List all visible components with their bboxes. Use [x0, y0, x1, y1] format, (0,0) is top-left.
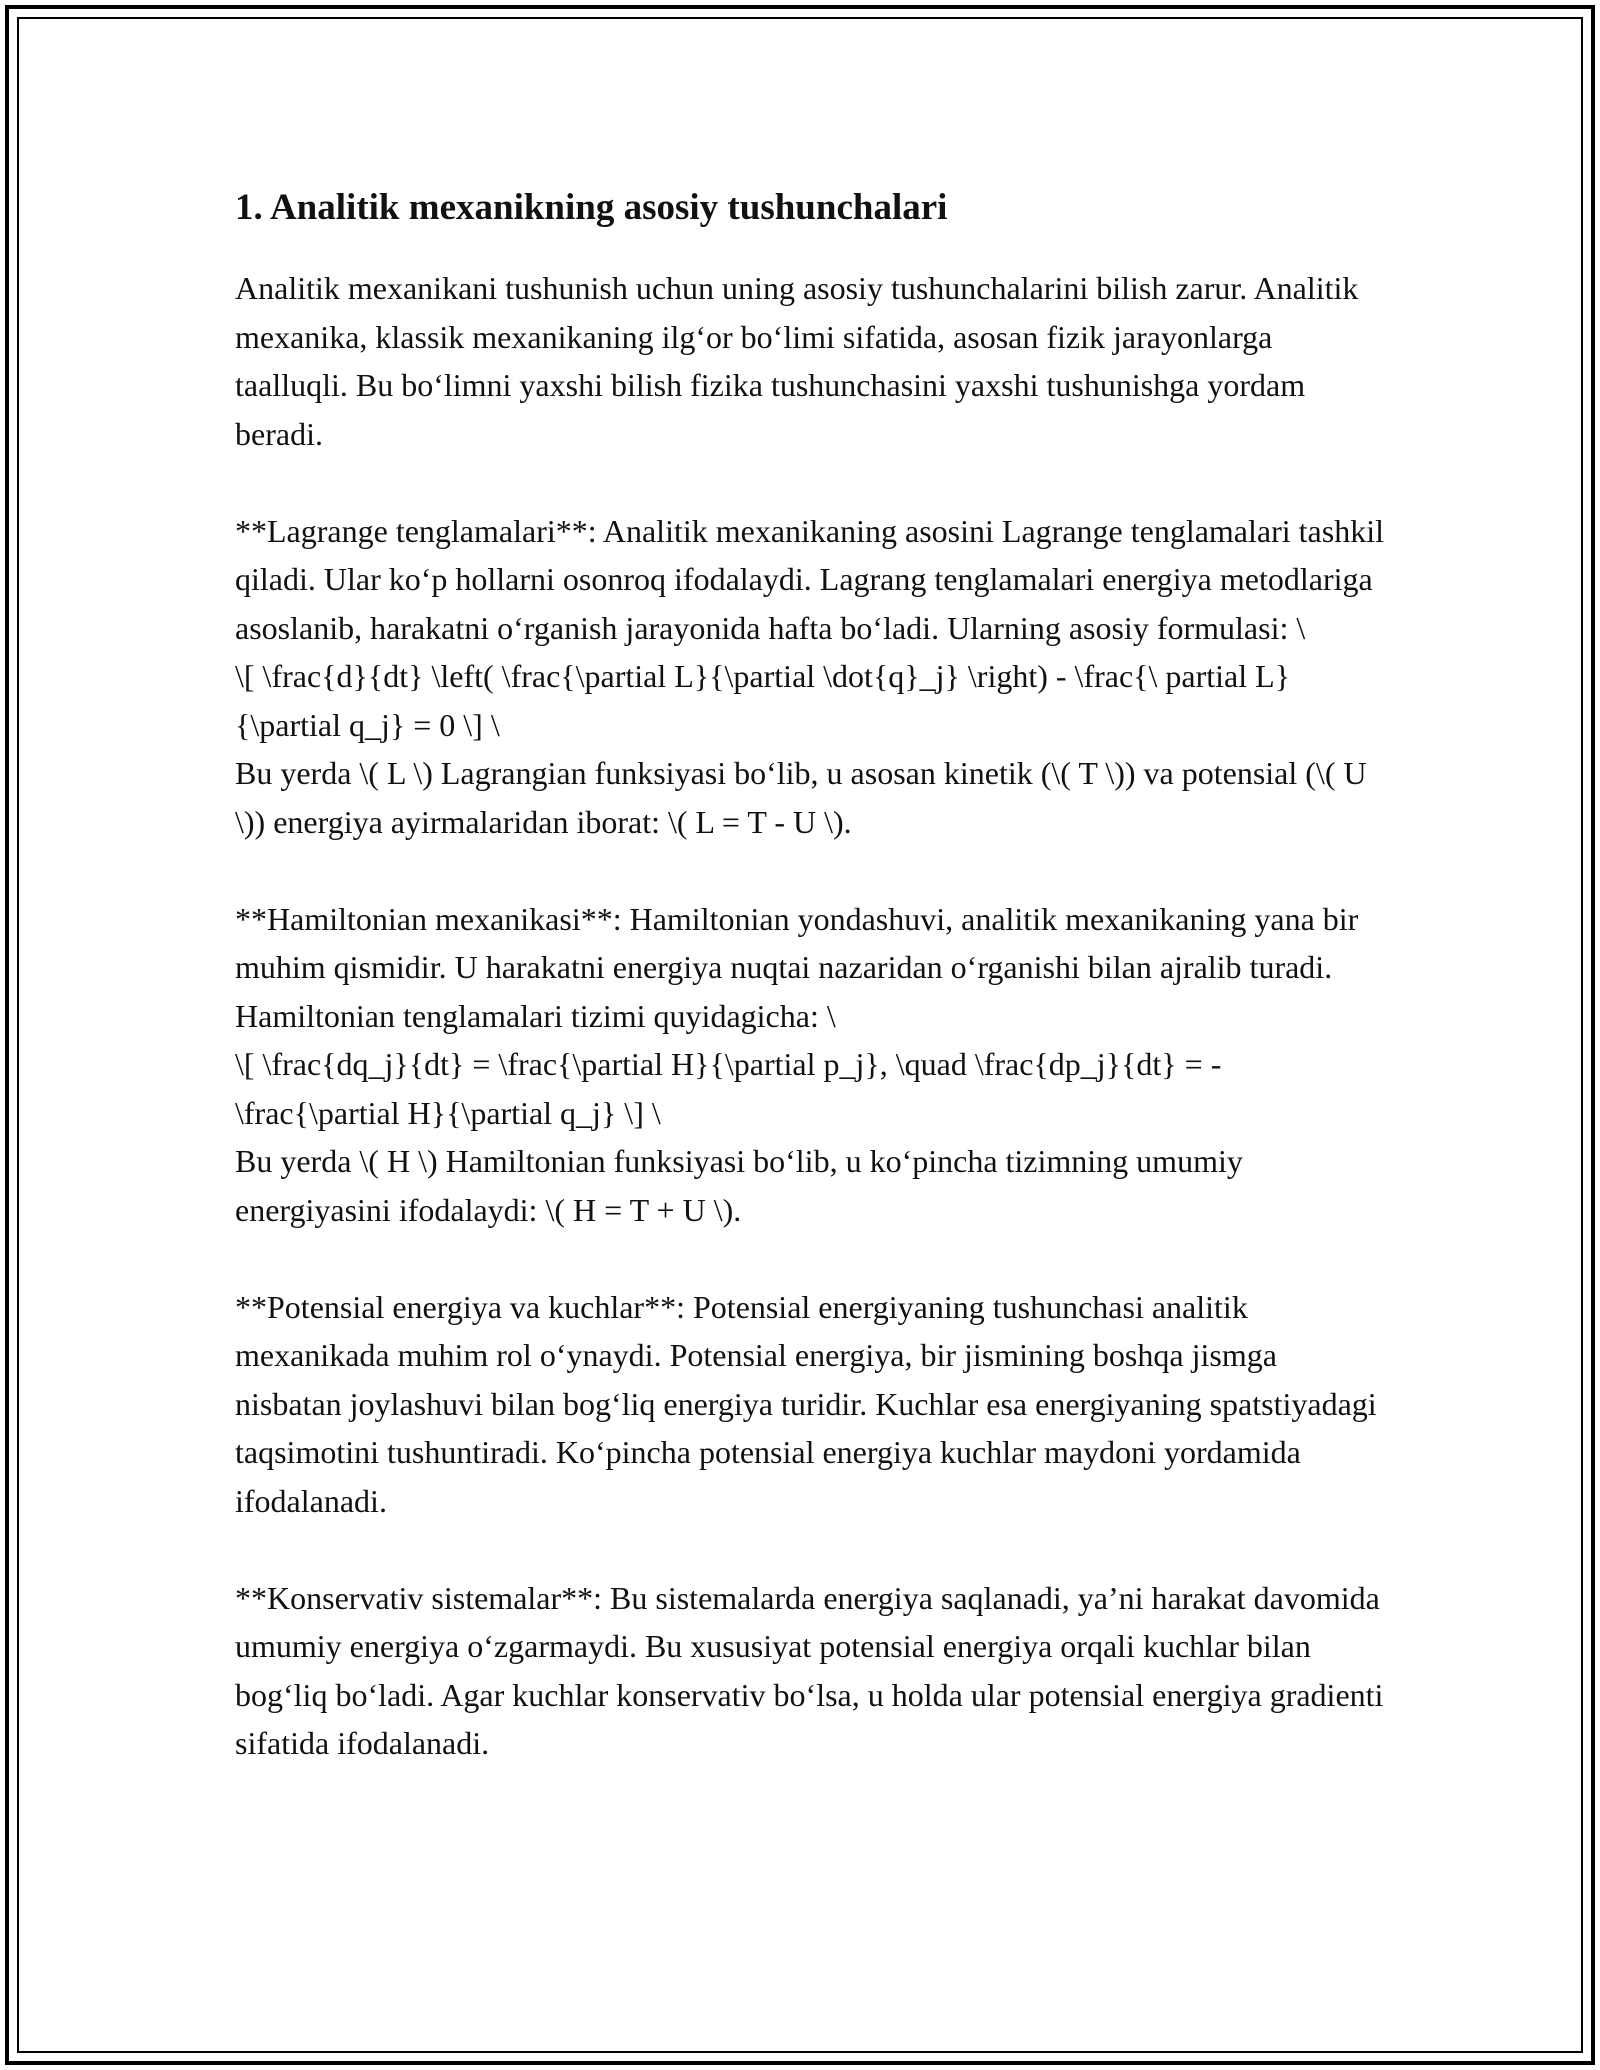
paragraph-potential-energy: **Potensial energiya va kuchlar**: Potensial energiyaning tushunchasi analitik mexanikada muhim rol o‘ynaydi. Potensial energiya, bir jismining boshqa jismga nisbatan joylashuvi bilan bog‘liq energiya turidir. Kuchlar esa energiyaning spatstiyadagi taqsimotini tushuntiradi. Ko‘pincha potensial energiya kuchlar maydoni yordamida ifodalanadi.	[235, 1288, 1377, 1519]
paragraph-intro: Analitik mexanikani tushunish uchun uning asosiy tushunchalarini bilish zarur. Analitik mexanika, klassik mexanikaning ilg‘or bo‘limi sifatida, asosan fizik jarayonlarga taalluqli. Bu bo‘limni yaxshi bilish fizika tushunchasini yaxshi tushunishga yordam beradi.	[235, 270, 1359, 452]
paragraph-gap	[235, 1234, 1385, 1283]
paragraph-gap	[235, 846, 1385, 895]
document-body	[235, 186, 1385, 1768]
section-heading: 1. Analitik mexanikning asosiy tushunchalari	[235, 187, 948, 228]
paragraph-gap	[235, 458, 1385, 507]
paragraph-gap	[235, 1525, 1385, 1574]
paragraph-lagrange: **Lagrange tenglamalari**: Analitik mexanikaning asosini Lagrange tenglamalari tashkil qiladi. Ular ko‘p hollarni osonroq ifodalaydi. Lagrang tenglamalari energiya metodlariga asoslanib, harakatni o‘rganish jarayonida hafta bo‘ladi. Ularning asosiy formulasi: \ \[ \frac{d}{dt} \left( \frac{\partial L}{\partial \dot{q}_j} \right) - \frac{\ partial L}{\partial q_j} = 0 \] \ Bu yerda \( L \) Lagrangian funksiyasi bo‘lib, u asosan kinetik (\( T \)) va potensial (\( U \)) energiya ayirmalaridan iborat: \( L = T - U \).	[235, 512, 1384, 840]
paragraph-conservative-systems: **Konservativ sistemalar**: Bu sistemalarda energiya saqlanadi, ya’ni harakat davomida umumiy energiya o‘zgarmaydi. Bu xususiyat potensial energiya orqali kuchlar bilan bog‘liq bo‘ladi. Agar kuchlar konservativ bo‘lsa, u holda ular potensial energiya gradienti sifatida ifodalanadi.	[235, 1579, 1384, 1762]
paragraph-hamiltonian: **Hamiltonian mexanikasi**: Hamiltonian yondashuvi, analitik mexanikaning yana bir muhim qismidir. U harakatni energiya nuqtai nazaridan o‘rganishi bilan ajralib turadi. Hamiltonian tenglamalari tizimi quyidagicha: \ \[ \frac{dq_j}{dt} = \frac{\partial H}{\partial p_j}, \quad \frac{dp_j}{dt} = -\frac{\partial H}{\partial q_j} \] \ Bu yerda \( H \) Hamiltonian funksiyasi bo‘lib, u ko‘pincha tizimning umumiy energiyasini ifodalaydi: \( H = T + U \).	[235, 900, 1359, 1228]
